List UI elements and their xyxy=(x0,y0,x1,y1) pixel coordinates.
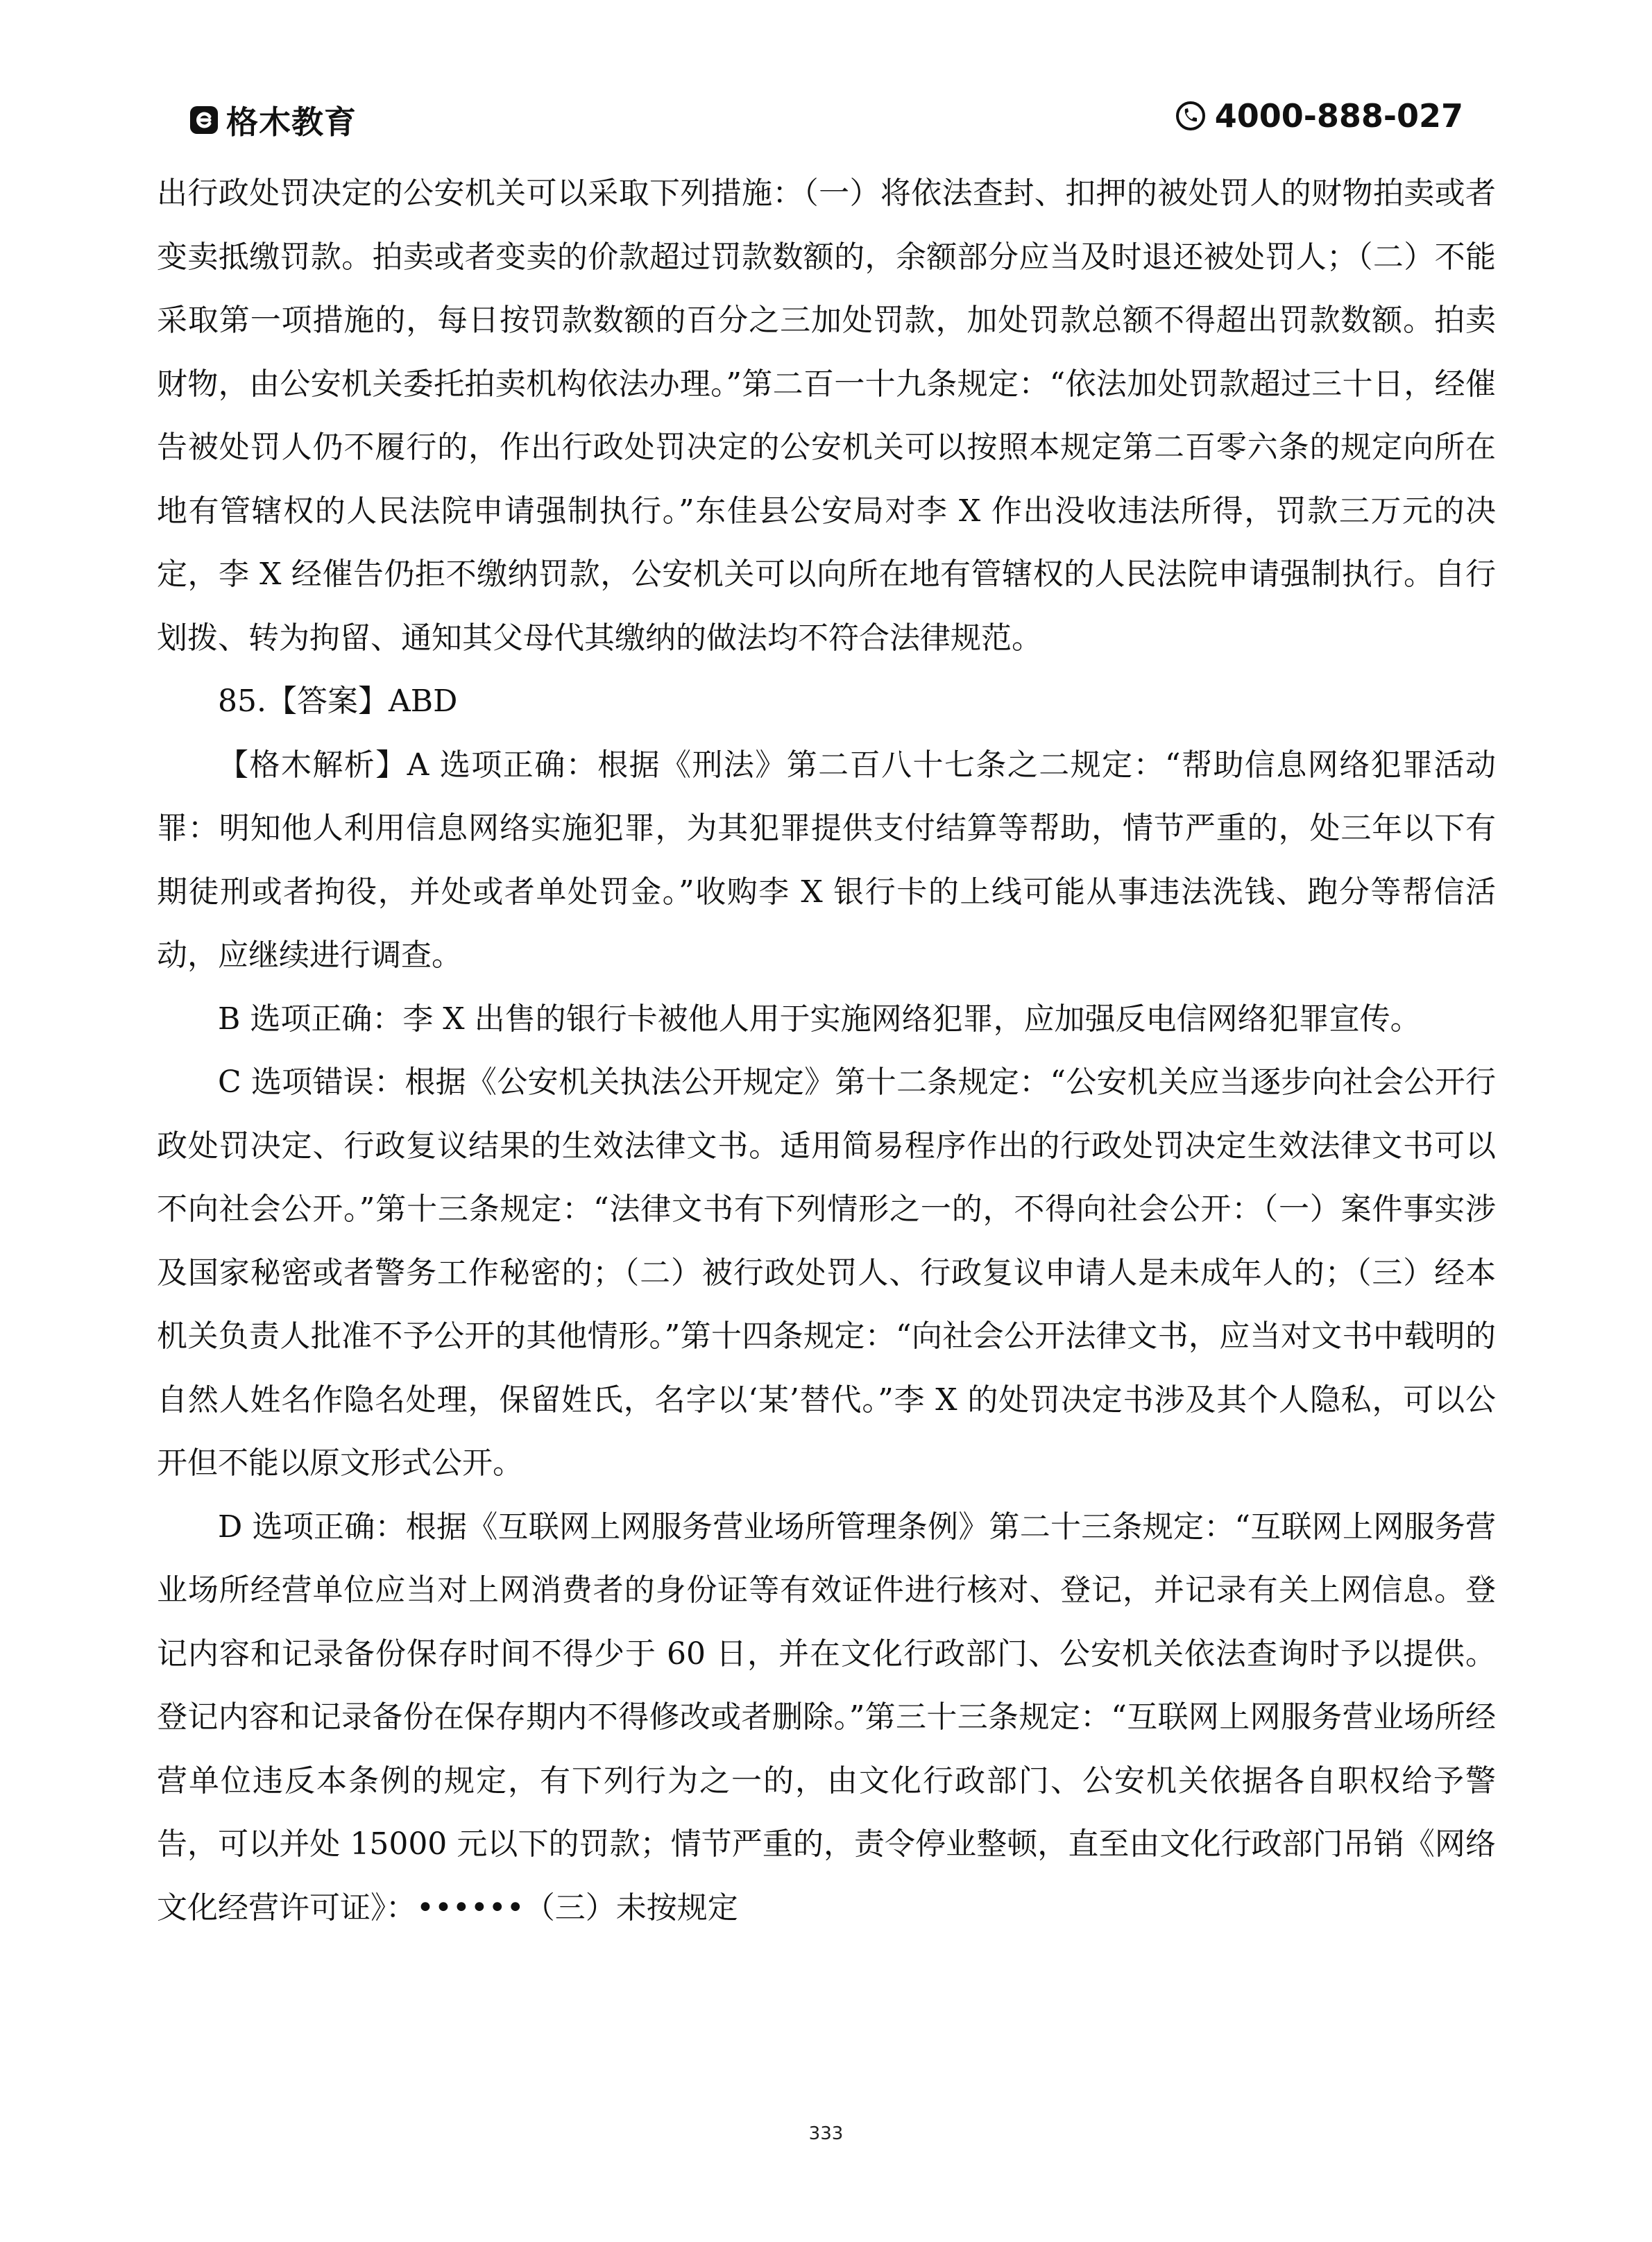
analysis-option-d: D 选项正确：根据《互联网上网服务营业场所管理条例》第二十三条规定：“互联网上网服务营业场所经营单位应当对上网消费者的身份证等有效证件进行核对、登记，并记录有关上网信息。登记内容和记录备份保存时间不得少于 60 日，并在文化行政部门、公安机关依法查询时予以提供。登记内容和记录备份在保存期内不得修改或者删除。”第三十三条规定：“互联网上网服务营业场所经营单位违反本条例的规定，有下列行为之一的，由文化行政部门、公安机关依据各自职权给予警告，可以并处 15000 元以下的罚款；情节严重的，责令停业整顿，直至由文化行政部门吊销《网络文化经营许可证》：••••••（三）未按规定 xyxy=(157,1509,1496,1926)
brand-logo-icon xyxy=(189,105,219,135)
answer-85: 85.【答案】ABD xyxy=(218,683,458,719)
brand-name: 格木教育 xyxy=(226,103,357,141)
hotline-number: 4000-888-027 xyxy=(1214,97,1463,135)
analysis-option-a: 【格木解析】A 选项正确：根据《刑法》第二百八十七条之二规定：“帮助信息网络犯罪活动罪：明知他人利用信息网络实施犯罪，为其犯罪提供支付结算等帮助，情节严重的，处三年以下有期徒刑或者拘役，并处或者单处罚金。”收购李 X 银行卡的上线可能从事违法洗钱、跑分等帮信活动，应继续进行调查。 xyxy=(157,747,1496,973)
document-body xyxy=(157,162,1496,1939)
hotline xyxy=(1175,97,1463,135)
brand xyxy=(189,97,357,143)
page-number: 333 xyxy=(808,2123,844,2144)
page-header xyxy=(189,97,1463,153)
paragraph-continuation: 出行政处罚决定的公安机关可以采取下列措施：（一）将依法查封、扣押的被处罚人的财物拍卖或者变卖抵缴罚款。拍卖或者变卖的价款超过罚款数额的，余额部分应当及时退还被处罚人；（二）不能采取第一项措施的，每日按罚款数额的百分之三加处罚款，加处罚款总额不得超出罚款数额。拍卖财物，由公安机关委托拍卖机构依法办理。”第二百一十九条规定：“依法加处罚款超过三十日，经催告被处罚人仍不履行的，作出行政处罚决定的公安机关可以按照本规定第二百零六条的规定向所在地有管辖权的人民法院申请强制执行。”东佳县公安局对李 X 作出没收违法所得，罚款三万元的决定，李 X 经催告仍拒不缴纳罚款，公安机关可以向所在地有管辖权的人民法院申请强制执行。自行划拨、转为拘留、通知其父母代其缴纳的做法均不符合法律规范。 xyxy=(157,176,1496,656)
phone-icon xyxy=(1175,100,1207,132)
analysis-option-c: C 选项错误：根据《公安机关执法公开规定》第十二条规定：“公安机关应当逐步向社会公开行政处罚决定、行政复议结果的生效法律文书。适用简易程序作出的行政处罚决定生效法律文书可以不向社会公开。”第十三条规定：“法律文书有下列情形之一的，不得向社会公开：（一）案件事实涉及国家秘密或者警务工作秘密的；（二）被行政处罚人、行政复议申请人是未成年人的；（三）经本机关负责人批准不予公开的其他情形。”第十四条规定：“向社会公开法律文书，应当对文书中载明的自然人姓名作隐名处理，保留姓氏，名字以‘某’替代。”李 X 的处罚决定书涉及其个人隐私，可以公开但不能以原文形式公开。 xyxy=(157,1064,1496,1481)
analysis-option-b: B 选项正确：李 X 出售的银行卡被他人用于实施网络犯罪，应加强反电信网络犯罪宣传。 xyxy=(218,1001,1421,1037)
